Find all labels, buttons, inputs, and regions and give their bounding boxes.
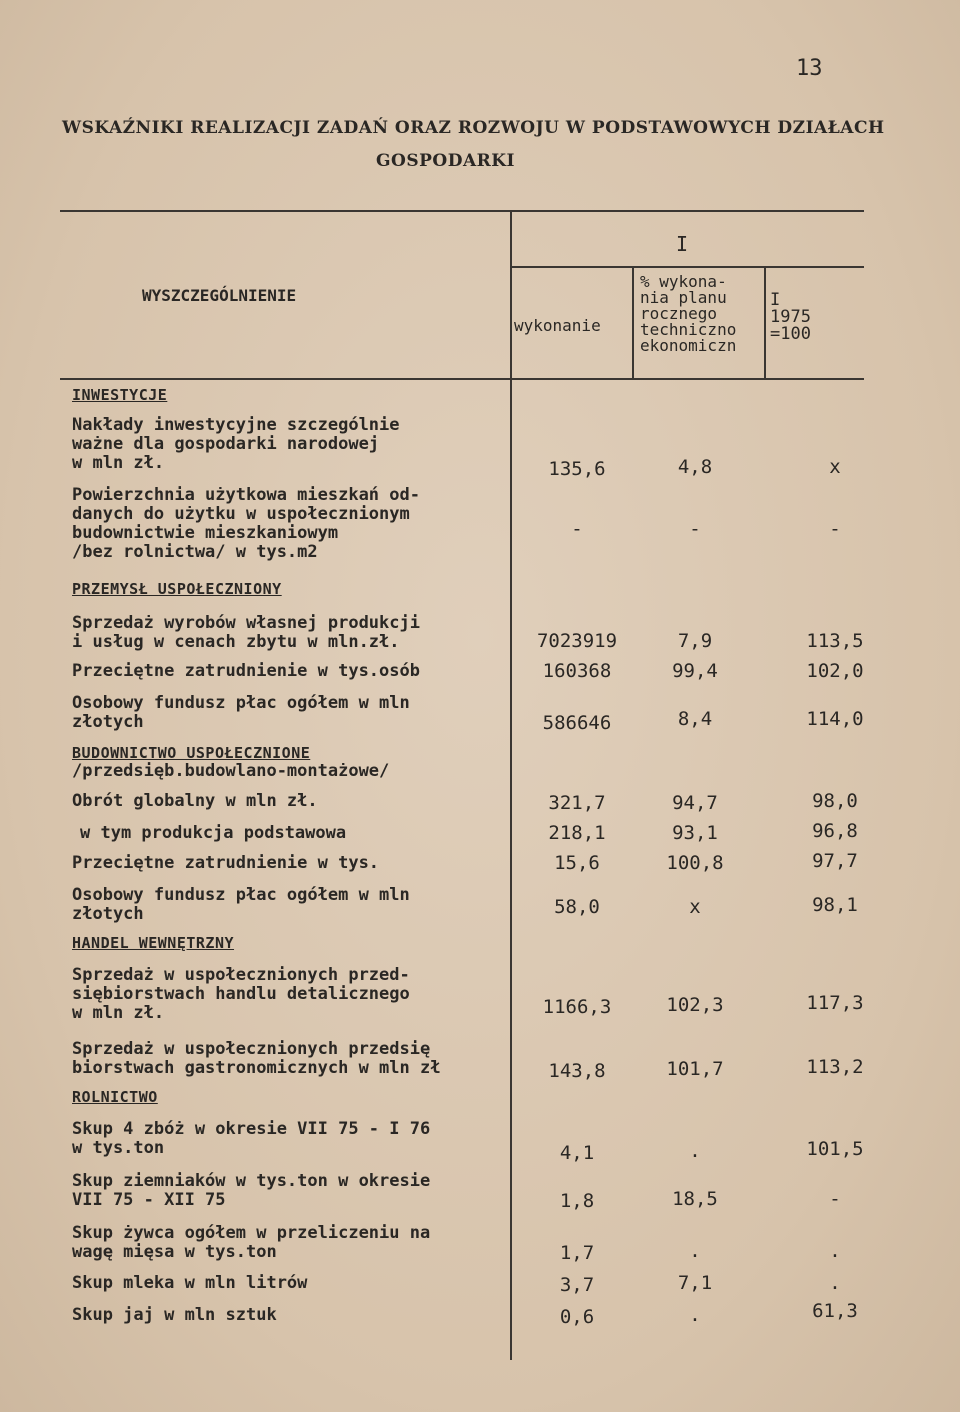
- header-bottom-rule: [60, 378, 864, 380]
- section-agriculture: ROLNICTWO: [72, 1088, 158, 1106]
- cell-percent-plan: 4,8: [677, 456, 713, 478]
- cell-wykonanie: 1,8: [559, 1190, 595, 1212]
- cell-index-1975: 97,7: [812, 850, 858, 872]
- table-top-rule: [60, 210, 864, 212]
- row-desc: Obrót globalny w mln zł.: [72, 791, 318, 811]
- cell-wykonanie: -: [571, 518, 583, 540]
- cell-index-1975: -: [829, 1188, 841, 1210]
- cell-index-1975: 117,3: [806, 992, 864, 1014]
- cell-wykonanie: 3,7: [559, 1274, 595, 1296]
- cell-index-1975: 101,5: [806, 1138, 864, 1160]
- cell-index-1975: 102,0: [806, 660, 864, 682]
- cell-percent-plan: 101,7: [666, 1058, 724, 1080]
- row-desc: Skup jaj w mln sztuk: [72, 1305, 277, 1325]
- row-desc: w tym produkcja podstawowa: [80, 823, 347, 843]
- cell-index-1975: 113,5: [806, 630, 864, 652]
- cell-index-1975: .: [829, 1240, 841, 1262]
- row-desc: Sprzedaż wyrobów własnej produkcji i usług w cenach zbytu w mln.zł.: [72, 613, 420, 652]
- cell-wykonanie: 1166,3: [542, 996, 612, 1018]
- row-desc: Nakłady inwestycyjne szczególnie ważne dla gospodarki narodowej w mln zł.: [72, 415, 400, 473]
- cell-wykonanie: 1,7: [559, 1242, 595, 1264]
- header-group: I: [676, 232, 689, 256]
- cell-percent-plan: 7,9: [677, 630, 713, 652]
- cell-percent-plan: 8,4: [677, 708, 713, 730]
- cell-wykonanie: 160368: [542, 660, 612, 682]
- cell-percent-plan: .: [689, 1140, 701, 1162]
- cell-wykonanie: 0,6: [559, 1306, 595, 1328]
- row-desc: Powierzchnia użytkowa mieszkań od- danych do użytku w uspołecznionym budownictwie mieszkaniowym /bez rolnictwa/ w tys.m2: [72, 485, 420, 562]
- row-desc: Osobowy fundusz płac ogółem w mln złotych: [72, 885, 410, 924]
- cell-percent-plan: 7,1: [677, 1272, 713, 1294]
- cell-index-1975: 98,1: [812, 894, 858, 916]
- page-number: 13: [796, 56, 823, 81]
- header-col-wykonanie: wykonanie: [514, 316, 601, 335]
- section-investments: INWESTYCJE: [72, 386, 168, 404]
- cell-index-1975: 61,3: [812, 1300, 858, 1322]
- cell-percent-plan: x: [689, 896, 701, 918]
- cell-percent-plan: 18,5: [672, 1188, 718, 1210]
- row-desc: Skup 4 zbóż w okresie VII 75 - I 76 w tys.ton: [72, 1119, 431, 1158]
- column-divider-1: [510, 212, 512, 1360]
- group-header-rule: [512, 266, 864, 268]
- cell-percent-plan: .: [689, 1240, 701, 1262]
- cell-index-1975: .: [829, 1272, 841, 1294]
- section-industry: PRZEMYSŁ USPOŁECZNIONY: [72, 580, 282, 598]
- column-divider-3: [764, 268, 766, 378]
- document-title-line1: WSKAŹNIKI REALIZACJI ZADAŃ ORAZ ROZWOJU W PODSTAWOWYCH DZIAŁACH: [62, 118, 885, 138]
- header-col-percent-plan: % wykona- nia planu rocznego techniczno ekonomiczn: [640, 272, 737, 355]
- row-desc: Osobowy fundusz płac ogółem w mln złotych: [72, 693, 410, 732]
- column-divider-2: [632, 268, 634, 378]
- cell-wykonanie: 135,6: [548, 458, 606, 480]
- cell-percent-plan: -: [689, 518, 701, 540]
- cell-percent-plan: 93,1: [672, 822, 718, 844]
- row-desc: Skup ziemniaków w tys.ton w okresie VII 75 - XII 75: [72, 1171, 431, 1210]
- cell-wykonanie: 218,1: [548, 822, 606, 844]
- cell-percent-plan: 100,8: [666, 852, 724, 874]
- section-construction: BUDOWNICTWO USPOŁECZNIONE: [72, 744, 311, 762]
- cell-index-1975: x: [829, 456, 841, 478]
- row-desc: Sprzedaż w uspołecznionych przedsię biorstwach gastronomicznych w mln zł: [72, 1039, 441, 1078]
- row-desc: Skup żywca ogółem w przeliczeniu na wagę mięsa w tys.ton: [72, 1223, 431, 1262]
- cell-index-1975: 96,8: [812, 820, 858, 842]
- cell-index-1975: 113,2: [806, 1056, 864, 1078]
- header-col-index-1975: I 1975 =100: [770, 290, 811, 344]
- cell-index-1975: 114,0: [806, 708, 864, 730]
- cell-percent-plan: 99,4: [672, 660, 718, 682]
- cell-wykonanie: 143,8: [548, 1060, 606, 1082]
- cell-wykonanie: 4,1: [559, 1142, 595, 1164]
- row-desc: Skup mleka w mln litrów: [72, 1273, 308, 1293]
- cell-wykonanie: 7023919: [536, 630, 618, 652]
- cell-wykonanie: 586646: [542, 712, 612, 734]
- header-label-column: WYSZCZEGÓLNIENIE: [142, 286, 297, 305]
- row-desc: Sprzedaż w uspołecznionych przed- siębiorstwach handlu detalicznego w mln zł.: [72, 965, 410, 1023]
- cell-index-1975: 98,0: [812, 790, 858, 812]
- cell-wykonanie: 58,0: [554, 896, 600, 918]
- cell-percent-plan: .: [689, 1304, 701, 1326]
- cell-wykonanie: 15,6: [554, 852, 600, 874]
- cell-index-1975: -: [829, 518, 841, 540]
- row-desc: Przeciętne zatrudnienie w tys.: [72, 853, 380, 873]
- section-construction-subtitle: /przedsięb.budowlano-montażowe/: [72, 761, 390, 781]
- document-title-line2: GOSPODARKI: [376, 151, 515, 171]
- section-trade: HANDEL WEWNĘTRZNY: [72, 934, 235, 952]
- cell-percent-plan: 102,3: [666, 994, 724, 1016]
- row-desc: Przeciętne zatrudnienie w tys.osób: [72, 661, 420, 681]
- cell-wykonanie: 321,7: [548, 792, 606, 814]
- cell-percent-plan: 94,7: [672, 792, 718, 814]
